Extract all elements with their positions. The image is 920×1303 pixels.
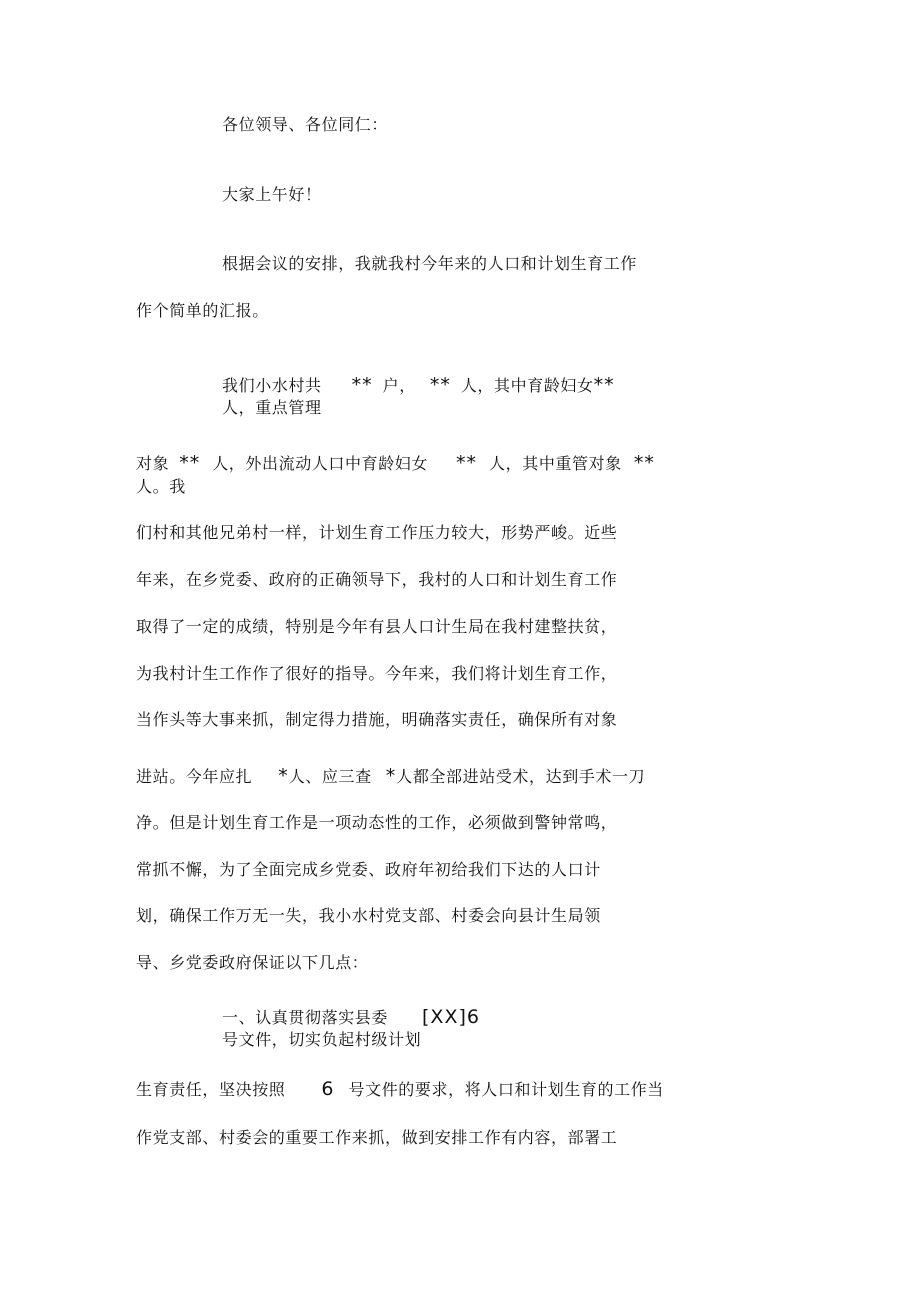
document-number: [XX]6 — [422, 1006, 480, 1028]
paragraph-2-line-14: 导、乡党委政府保证以下几点： — [136, 953, 369, 972]
document-number: 6 — [321, 1078, 335, 1100]
text-segment: 号文件的要求，将人口和计划生育的工作当 — [348, 1080, 664, 1099]
placeholder-mark: ** — [351, 374, 373, 396]
paragraph-2-line-2: 人，重点管理 — [222, 398, 322, 417]
paragraph-2-line-7: 取得了一定的成绩，特别是今年有县人口计生局在我村建整扶贫， — [136, 617, 618, 636]
paragraph-2-line-8: 为我村计生工作作了很好的指导。今年来，我们将计划生育工作， — [136, 664, 618, 683]
text-segment: 我们小水村共 — [222, 376, 322, 395]
text-segment: 一、认真贯彻落实县委 — [222, 1008, 389, 1027]
paragraph-2-line-3 — [136, 453, 655, 474]
paragraph-2-line-12: 常抓不懈，为了全面完成乡党委、政府年初给我们下达的人口计 — [136, 860, 601, 879]
placeholder-mark: * — [385, 765, 397, 787]
text-segment: 人，外出流动人口中育龄妇女 — [212, 454, 429, 473]
paragraph-2-line-1 — [222, 375, 615, 396]
paragraph-2-line-5: 们村和其他兄弟村一样，计划生育工作压力较大，形势严峻。近些 — [136, 523, 618, 542]
placeholder-mark: ** — [593, 374, 615, 396]
paragraph-1-line-1: 根据会议的安排，我就我村今年来的人口和计划生育工作 — [222, 254, 638, 273]
section-1-heading-line-1 — [222, 1007, 480, 1028]
paragraph-2-line-13: 划，确保工作万无一失，我小水村党支部、村委会向县计生局领 — [136, 906, 601, 925]
section-1-heading-line-2: 号文件，切实负起村级计划 — [222, 1030, 422, 1049]
text-segment: 人，其中重管对象 — [489, 454, 622, 473]
paragraph-2-line-6: 年来，在乡党委、政府的正确领导下，我村的人口和计划生育工作 — [136, 570, 618, 589]
text-segment: 对象 — [136, 454, 170, 473]
placeholder-mark: ** — [429, 374, 451, 396]
greeting: 大家上午好！ — [222, 185, 322, 204]
paragraph-1-line-2: 作个简单的汇报。 — [136, 301, 269, 320]
paragraph-2-line-10 — [136, 766, 645, 787]
salutation: 各位领导、各位同仁： — [222, 115, 389, 134]
paragraph-2-line-4: 人。我 — [136, 477, 186, 496]
placeholder-mark: * — [278, 765, 289, 787]
paragraph-2-line-11: 净。但是计划生育工作是一项动态性的工作，必须做到警钟常鸣， — [136, 813, 618, 832]
text-segment: 人都全部进站受术，达到手术一刀 — [396, 767, 646, 786]
paragraph-2-line-9: 当作头等大事来抓，制定得力措施，明确落实责任，确保所有对象 — [136, 710, 618, 729]
section-1-line-3 — [136, 1079, 664, 1100]
text-segment: 生育责任，坚决按照 — [136, 1080, 286, 1099]
text-segment: 户， — [382, 376, 416, 395]
text-segment: 人，其中育龄妇女 — [460, 376, 594, 395]
text-segment: 人、应三查 — [288, 767, 372, 786]
placeholder-mark: ** — [456, 452, 478, 474]
section-1-line-4: 作党支部、村委会的重要工作来抓，做到安排工作有内容，部署工 — [136, 1128, 618, 1147]
text-segment: 进站。今年应扎 — [136, 767, 253, 786]
placeholder-mark: ** — [633, 452, 655, 474]
placeholder-mark: ** — [179, 452, 201, 474]
